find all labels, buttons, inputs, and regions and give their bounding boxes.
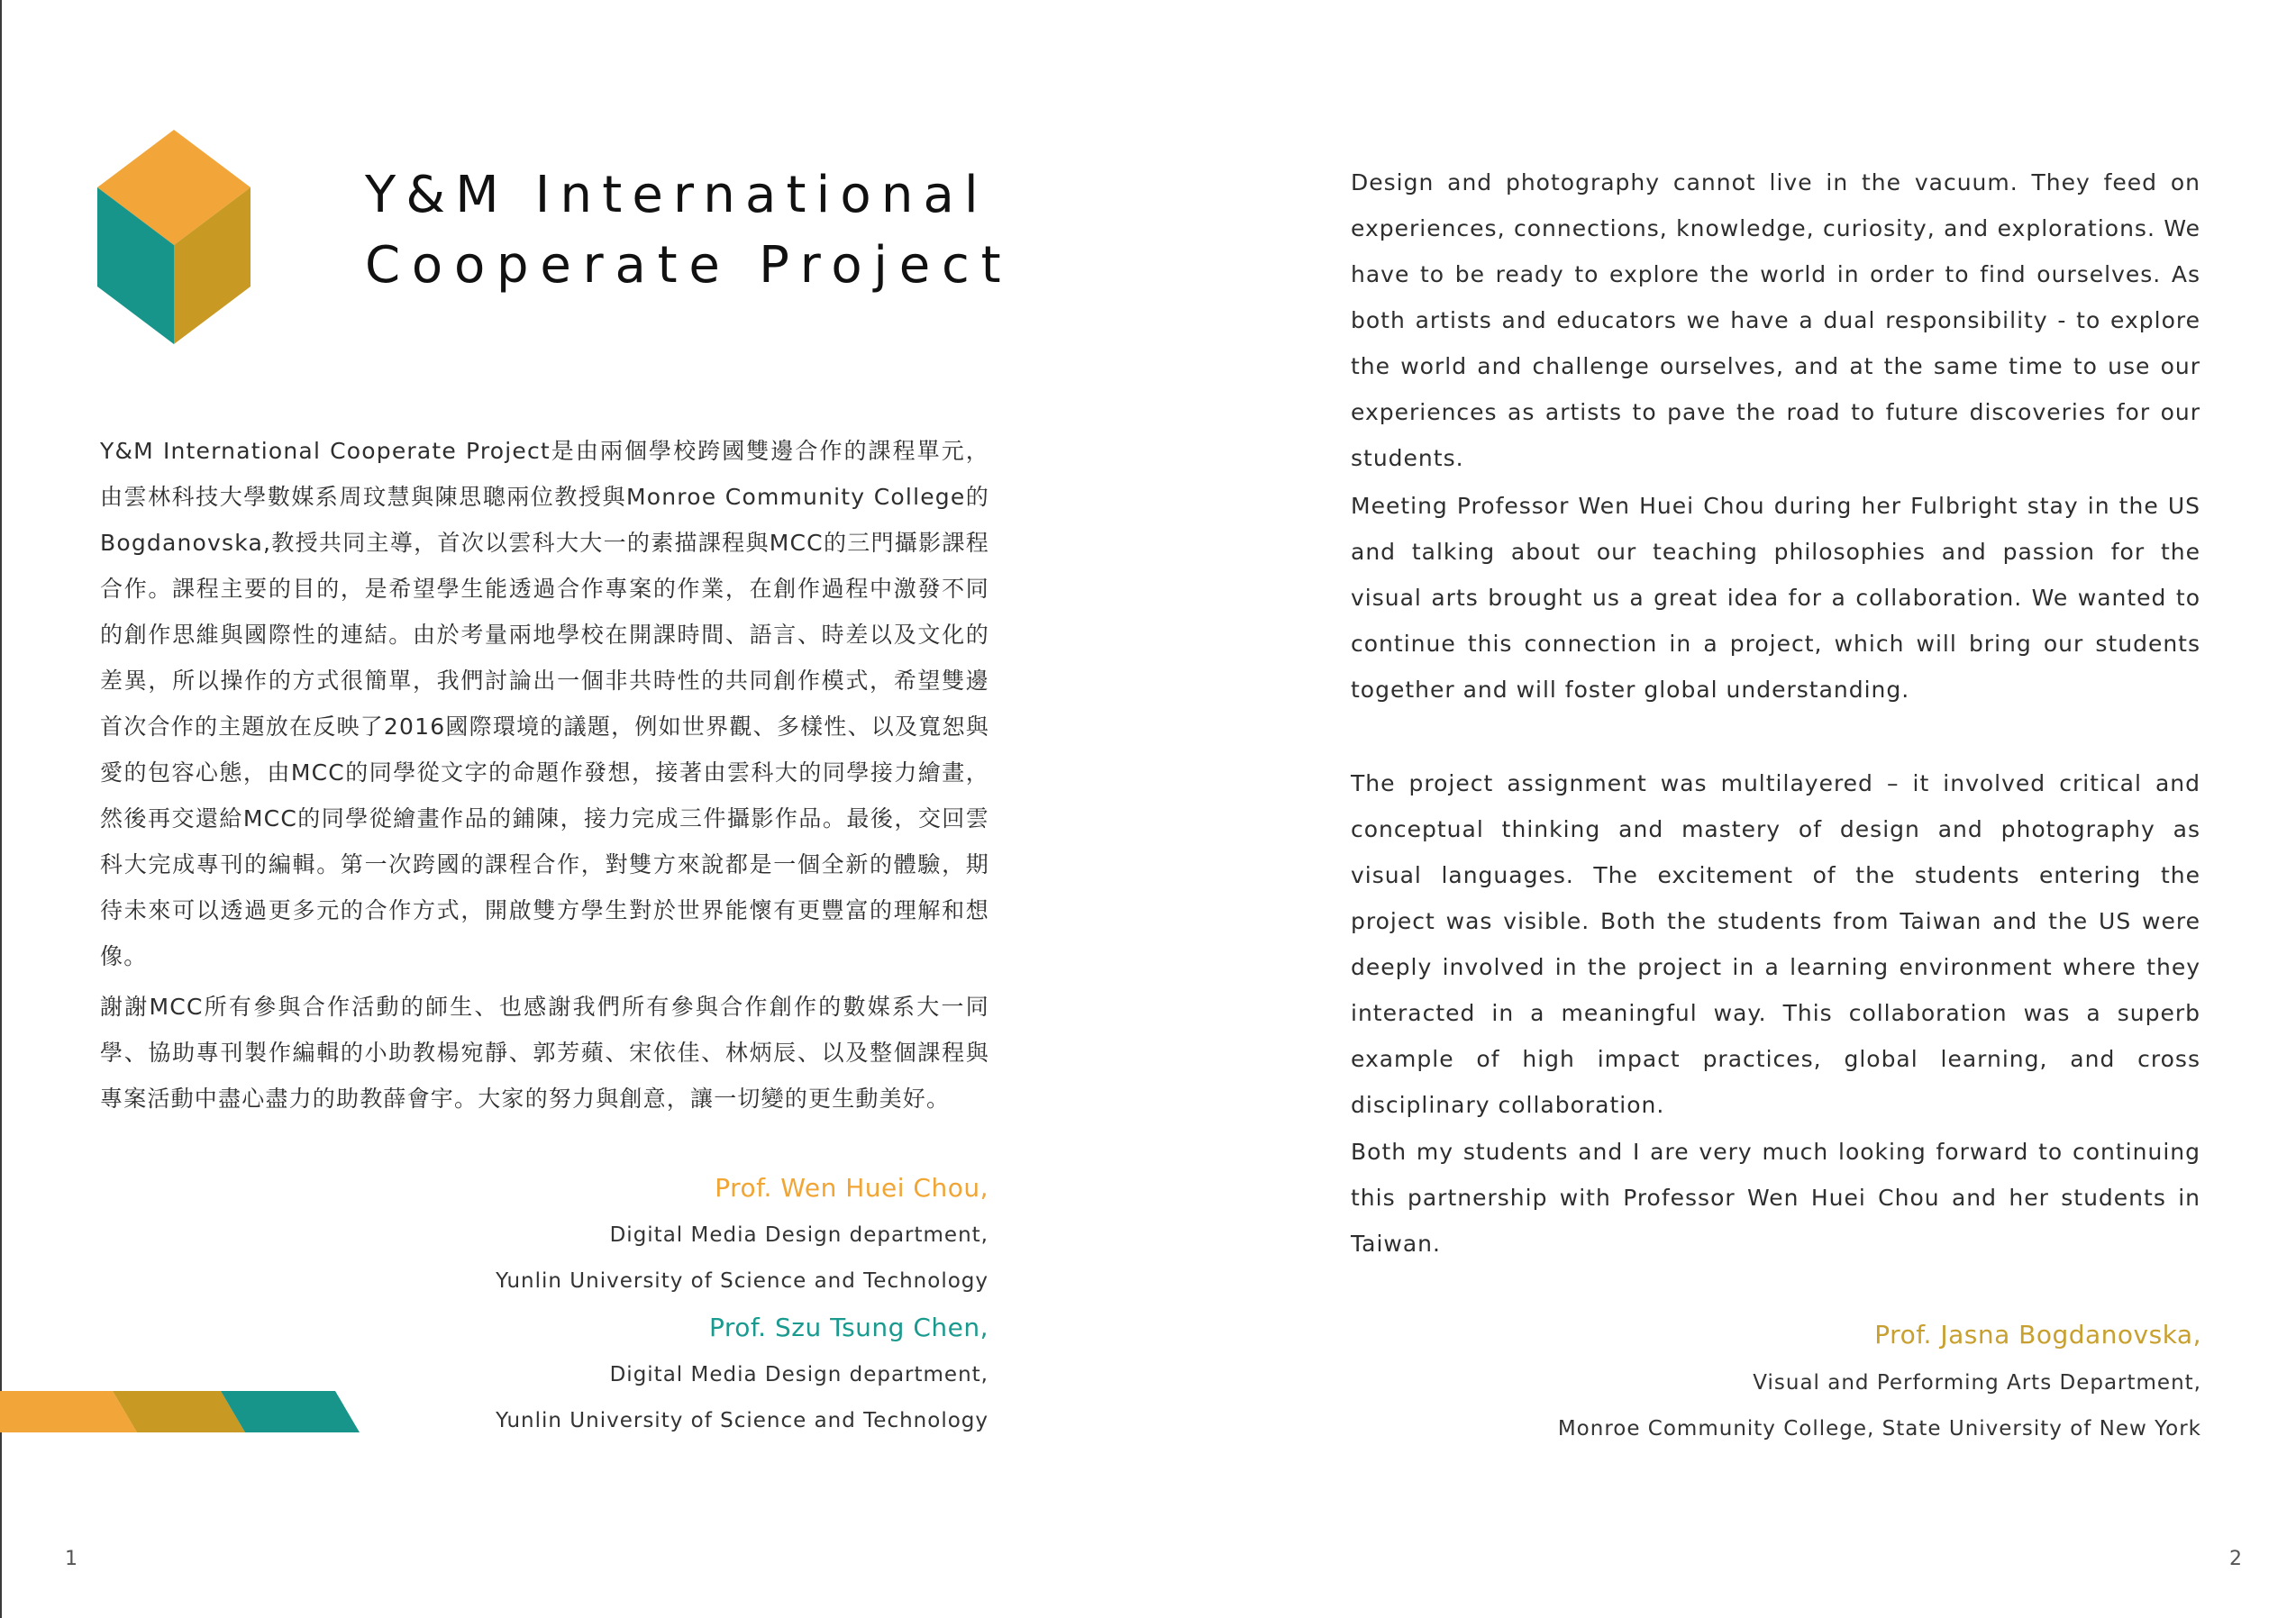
english-paragraph-1: Design and photography cannot live in the vacuum. They feed on experiences, connections, knowledge, curiosity, and explorations. We have to be ready to explore the world in order to find ourselves. As both artists and educators we have a dual responsibility - to explore the world and challenge ourselves, and at the same time to use our experiences as artists to pave the road to future discoveries for our students. [1351,169,2200,471]
signature-institution: Yunlin University of Science and Technology [496,1269,989,1293]
signature-chen [496,1310,989,1439]
title-line-2: Cooperate Project [365,236,1013,295]
signature-name: Prof. Szu Tsung Chen, [708,1313,989,1342]
english-paragraph-2: Meeting Professor Wen Huei Chou during her Fulbright stay in the US and talking about our teaching philosophies and passion for the visual arts brought us a great idea for a collaboration. We wanted to continue this connection in a project, which will bring our students together and will foster global understanding. [1351,493,2200,703]
page-title [365,160,1013,301]
page-number-right: 2 [2229,1548,2242,1570]
page-border-line [0,0,2,1618]
page-number-left: 1 [65,1548,77,1570]
signature-institution: Yunlin University of Science and Technology [496,1409,989,1432]
title-line-1: Y&M International [365,166,989,224]
english-paragraph-3: The project assignment was multilayered – it involved critical and conceptual thinking and mastery of design and photography as visual languages. The excitement of the students entering the project was visible. Both the students from Taiwan and the US were deeply involved in the project in a learning environment where they interacted in a meaningful way. This collaboration was a superb example of high impact practices, global learning, and cross disciplinary collaboration. [1351,770,2200,1118]
signature-chou [496,1170,989,1299]
signature-department: Visual and Performing Arts Department, [1753,1371,2201,1395]
chinese-thanks-paragraph: 謝謝MCC所有參與合作活動的師生、也感謝我們所有參與合作創作的數媒系大一同學、協助專刊製作編輯的小助教楊宛靜、郭芳蘋、宋依佳、林炳辰、以及整個課程與專案活動中盡心盡力的助教薛會宇。大家的努力與創意，讓一切變的更生動美好。 [100,994,989,1112]
english-paragraph-4: Both my students and I are very much looking forward to continuing this partnership with Professor Wen Huei Chou and her students in Taiwan. [1351,1139,2200,1257]
color-stripe-decoration [0,1391,360,1432]
signature-department: Digital Media Design department, [609,1363,989,1386]
stripe-teal-segment [221,1391,360,1432]
signature-name: Prof. Wen Huei Chou, [715,1173,989,1203]
signature-institution: Monroe Community College, State University of New York [1557,1417,2201,1441]
signature-name: Prof. Jasna Bogdanovska, [1874,1320,2201,1350]
signature-department: Digital Media Design department, [609,1223,989,1247]
signature-bogdanovska [1558,1317,2201,1447]
chinese-intro-paragraph: Y&M International Cooperate Project是由兩個學校跨國雙邊合作的課程單元，由雲林科技大學數媒系周玟慧與陳思聰兩位教授與Monroe Community College的Bogdanovska,教授共同主導，首次以雲科大大一的素描課程與MCC的三門攝影課程合作。課程主要的目的，是希望學生能透過合作專案的作業，在創作過程中激發不同的創作思維與國際性的連結。由於考量兩地學校在開課時間、語言、時差以及文化的差異，所以操作的方式很簡單，我們討論出一個非共時性的共同創作模式，希望雙邊首次合作的主題放在反映了2016國際環境的議題，例如世界觀、多樣性、以及寬恕與愛的包容心態，由MCC的同學從文字的命題作發想，接著由雲科大的同學接力繪畫，然後再交還給MCC的同學從繪畫作品的鋪陳，接力完成三件攝影作品。最後，交回雲科大完成專刊的編輯。第一次跨國的課程合作，對雙方來說都是一個全新的體驗，期待未來可以透過更多元的合作方式，開啟雙方學生對於世界能懷有更豐富的理解和想像。 [100,438,989,969]
cube-logo-icon [97,130,251,344]
